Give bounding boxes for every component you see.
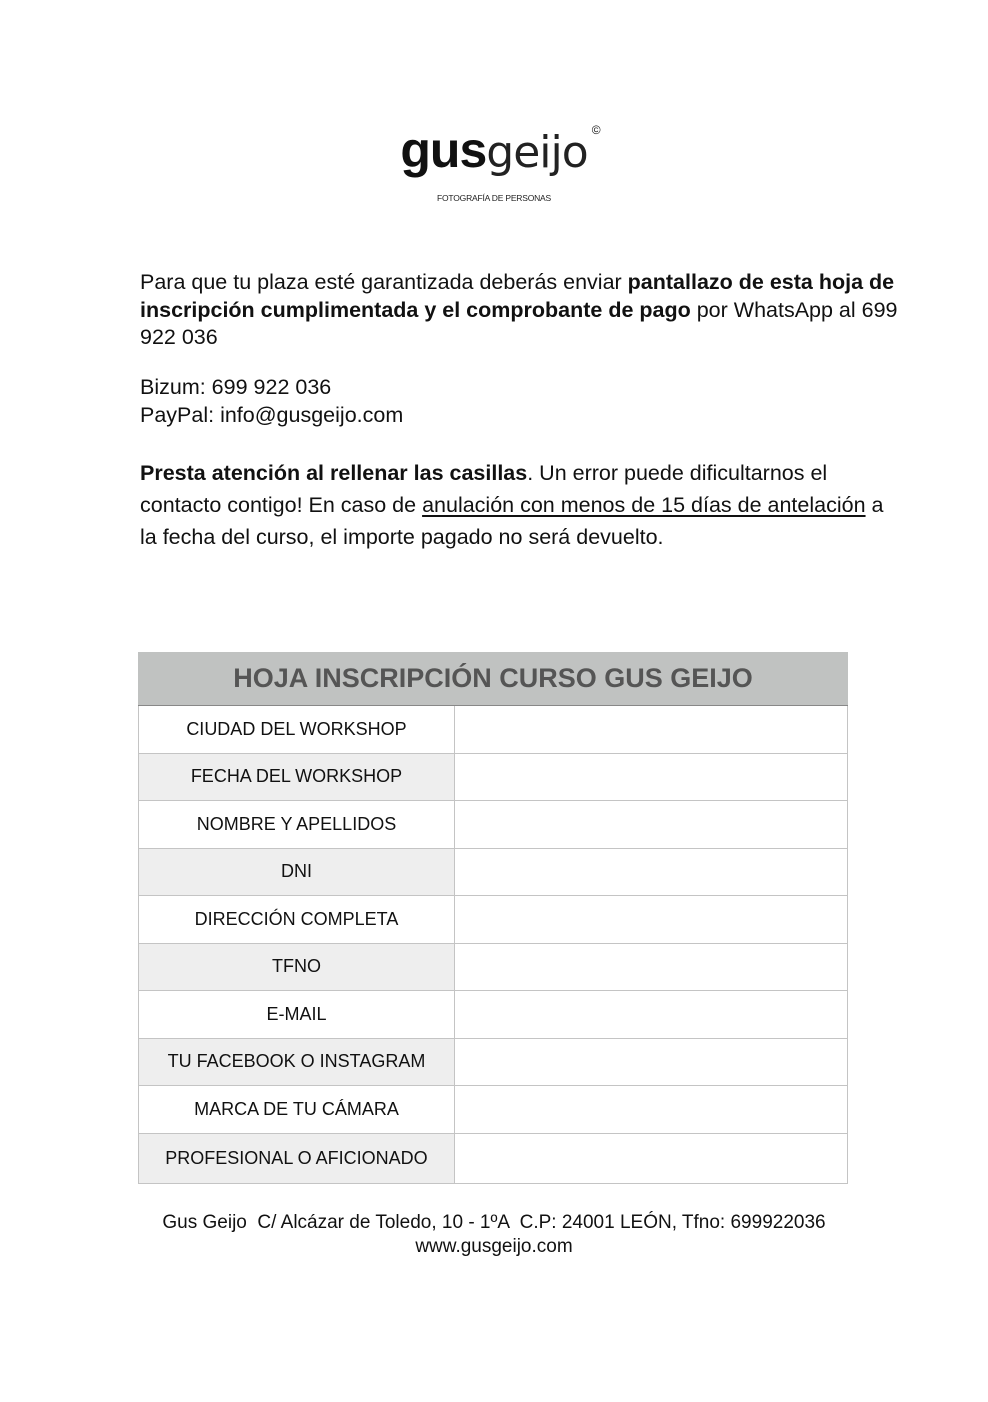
nivel-field[interactable] — [455, 1134, 847, 1183]
logo-tagline: FOTOGRAFÍA DE PERSONAS — [437, 193, 551, 203]
form-row-tfno — [139, 944, 847, 992]
email-field[interactable] — [455, 991, 847, 1038]
footer-website[interactable]: www.gusgeijo.com — [415, 1236, 573, 1257]
instructions-text-b: por WhatsApp al 699 922 036 — [140, 297, 898, 349]
social-field[interactable] — [455, 1039, 847, 1086]
instructions-bold: pantallazo de esta hoja de inscripción cumplimentada y el comprobante de pago — [140, 270, 895, 322]
logo-bold-text: gus — [400, 122, 487, 178]
footer — [0, 1211, 988, 1259]
direccion-field[interactable] — [455, 896, 847, 943]
bizum-line: Bizum: 699 922 036 — [140, 375, 332, 399]
form-row-nombre — [139, 801, 847, 849]
form-row-ciudad — [139, 706, 847, 754]
form-body — [138, 706, 848, 1184]
logo-light-text: geijo — [486, 127, 588, 178]
form-row-direccion — [139, 896, 847, 944]
instructions-text-a: Para que tu plaza esté garantizada deberás enviar — [140, 270, 628, 294]
field-label: MARCA DE TU CÁMARA — [139, 1086, 455, 1133]
warning-paragraph — [140, 457, 900, 553]
cancellation-policy: anulación con menos de 15 días de antelación — [422, 493, 866, 517]
dni-field[interactable] — [455, 849, 847, 896]
instructions-paragraph — [140, 269, 900, 352]
nombre-field[interactable] — [455, 801, 847, 848]
field-label: PROFESIONAL O AFICIONADO — [139, 1134, 455, 1183]
form-row-email — [139, 991, 847, 1039]
field-label: FECHA DEL WORKSHOP — [139, 754, 455, 801]
form-row-camara — [139, 1086, 847, 1134]
form-title-bar — [138, 652, 848, 706]
field-label: DNI — [139, 849, 455, 896]
fecha-field[interactable] — [455, 754, 847, 801]
form-row-nivel — [139, 1134, 847, 1184]
camara-field[interactable] — [455, 1086, 847, 1133]
warning-text-a: . Un error puede dificultarnos el contacto contigo! En caso de — [140, 461, 828, 517]
registration-form — [138, 652, 848, 1184]
field-label: TFNO — [139, 944, 455, 991]
field-label: CIUDAD DEL WORKSHOP — [139, 706, 455, 753]
warning-text-b: a la fecha del curso, el importe pagado no será devuelto. — [140, 493, 884, 549]
form-row-social — [139, 1039, 847, 1087]
tfno-field[interactable] — [455, 944, 847, 991]
warning-bold: Presta atención al rellenar las casillas — [140, 461, 528, 485]
payment-info — [140, 374, 900, 429]
logo — [0, 122, 988, 181]
field-label: NOMBRE Y APELLIDOS — [139, 801, 455, 848]
paypal-line: PayPal: info@gusgeijo.com — [140, 402, 404, 427]
logo-wordmark — [400, 122, 600, 181]
form-row-dni — [139, 849, 847, 897]
footer-address: Gus Geijo C/ Alcázar de Toledo, 10 - 1ºA C.P: 24001 LEÓN, Tfno: 699922036 — [162, 1212, 826, 1233]
ciudad-field[interactable] — [455, 706, 847, 753]
field-label: E-MAIL — [139, 991, 455, 1038]
field-label: DIRECCIÓN COMPLETA — [139, 896, 455, 943]
field-label: TU FACEBOOK O INSTAGRAM — [139, 1039, 455, 1086]
copyright-icon: © — [591, 123, 600, 137]
form-title: HOJA INSCRIPCIÓN CURSO GUS GEIJO — [233, 663, 753, 693]
form-row-fecha — [139, 754, 847, 802]
